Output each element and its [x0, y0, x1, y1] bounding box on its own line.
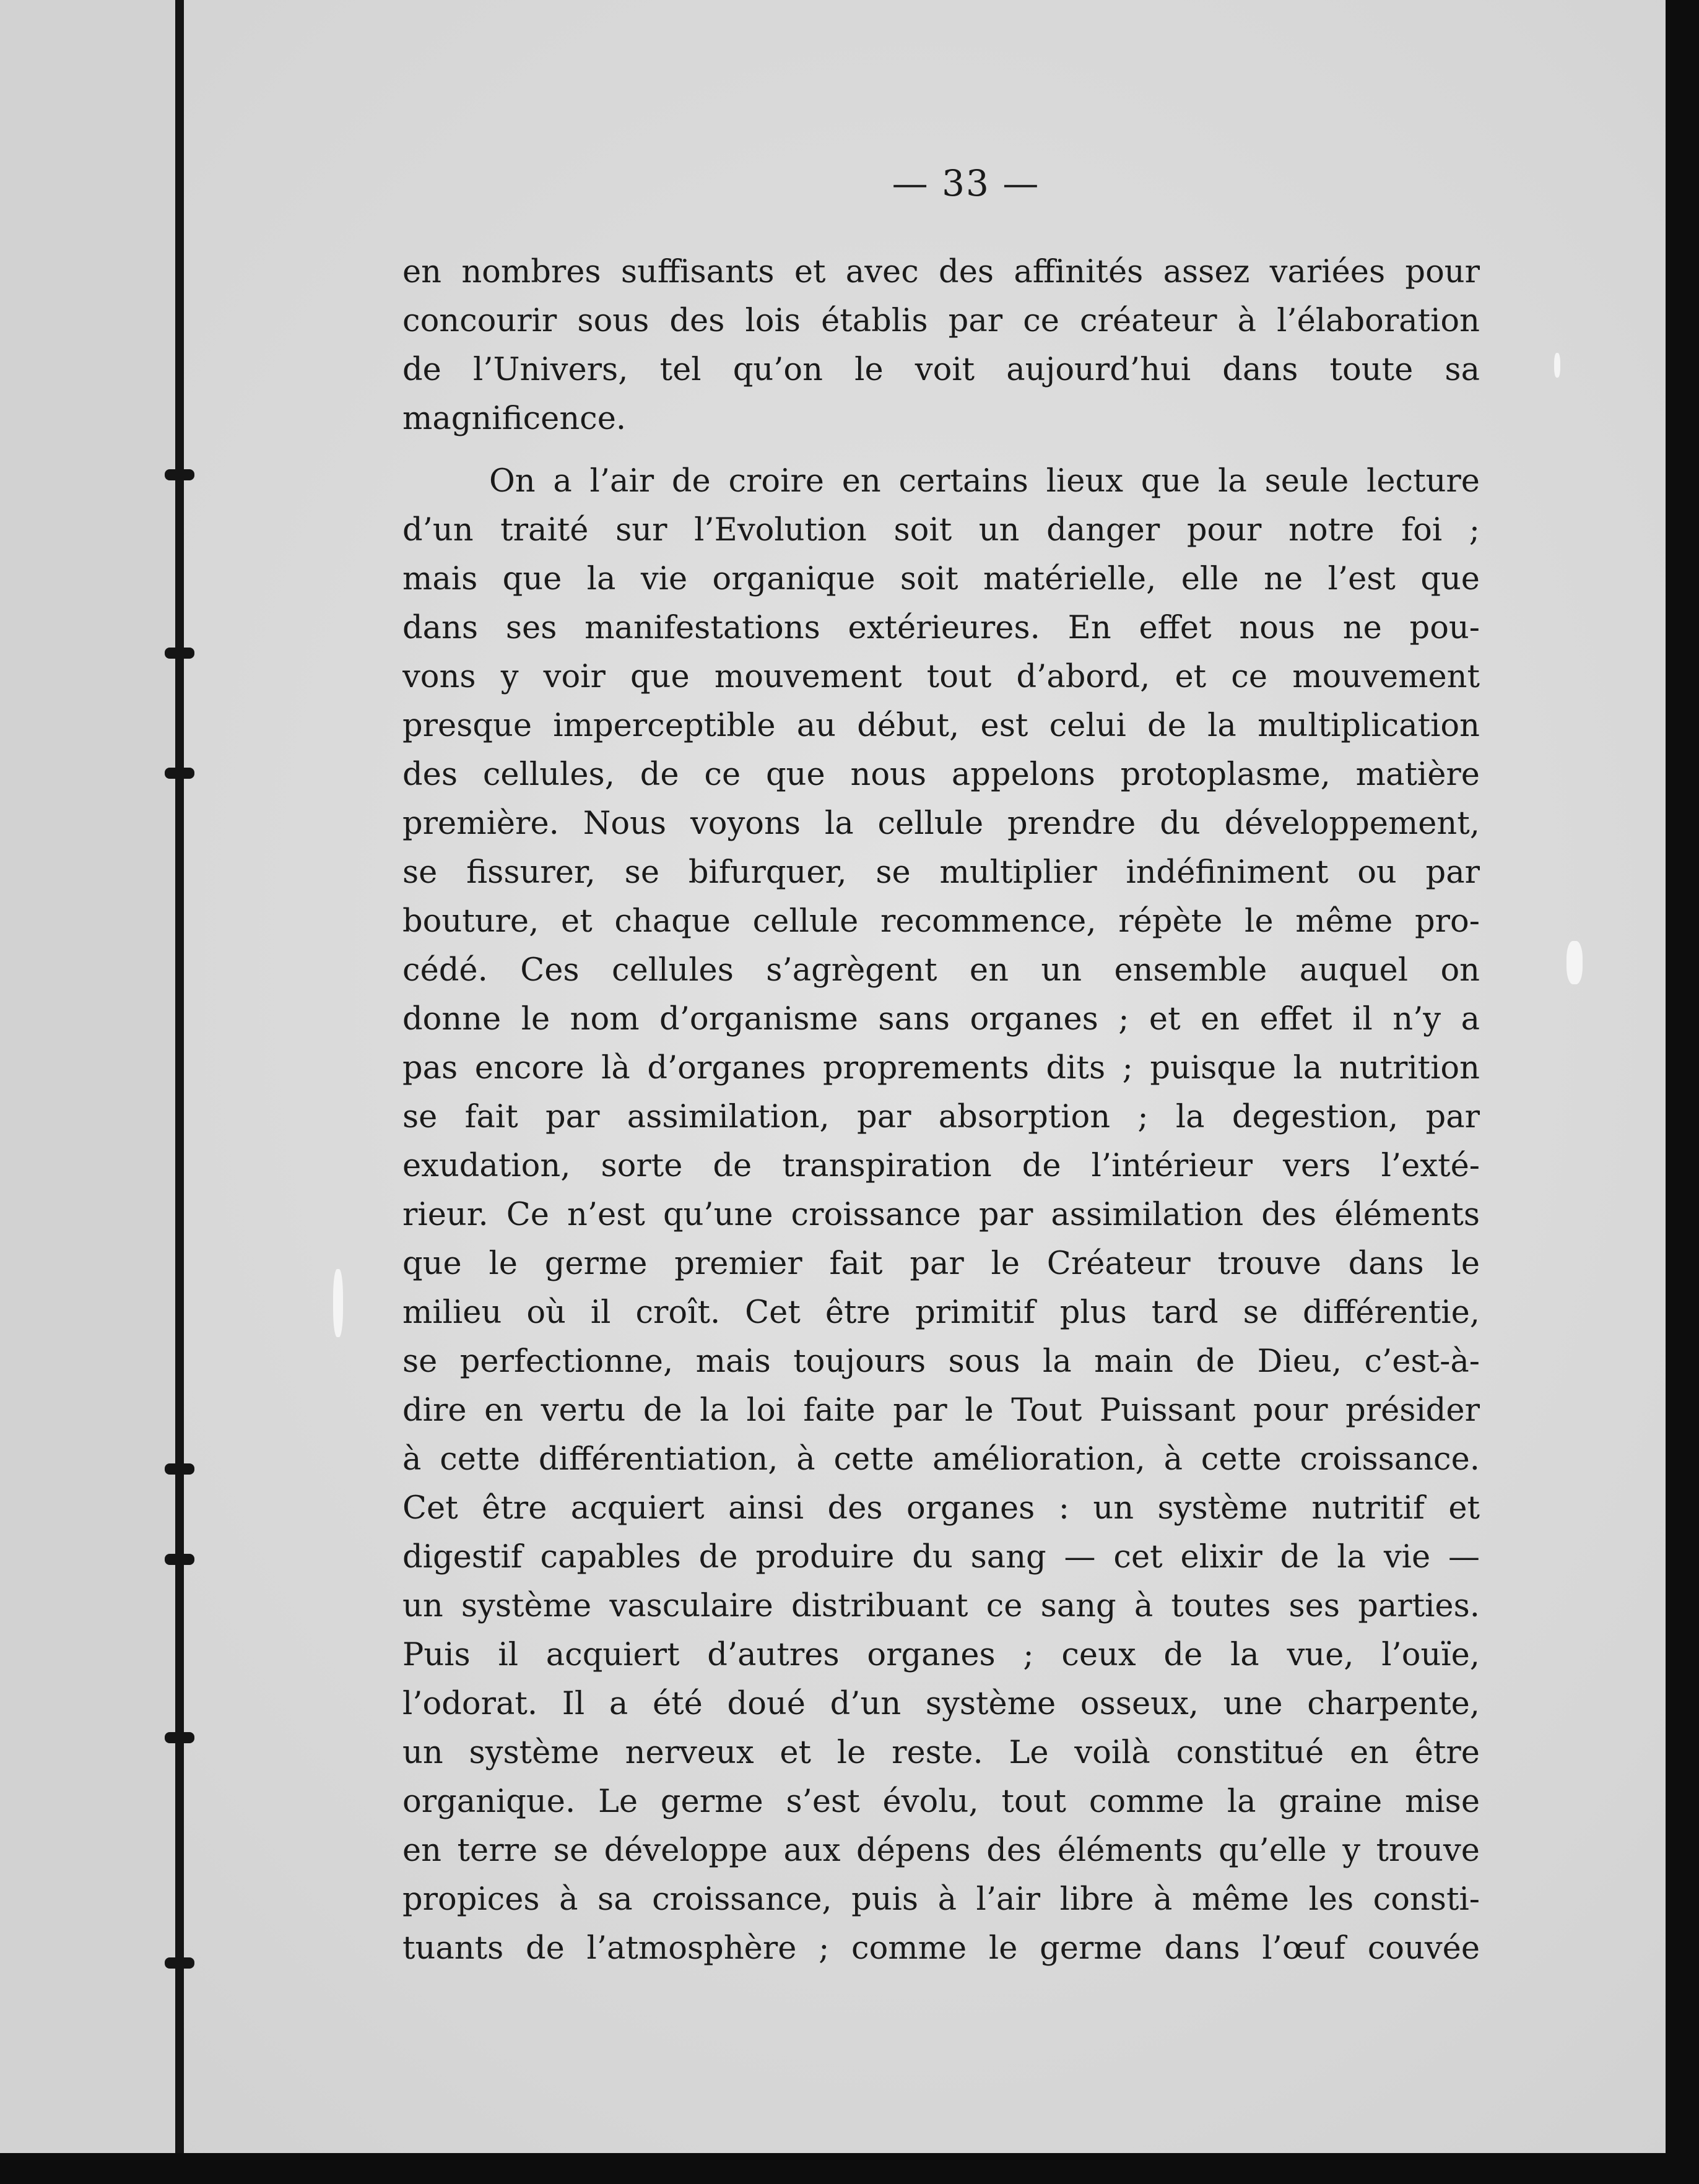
scan-speck — [333, 1269, 343, 1337]
text-line: Puis il acquiert d’autres organes ; ceux de la vue, l’ouïe, — [402, 1637, 1480, 1673]
text-line: cédé. Ces cellules s’agrègent en un ensemble auquel on — [402, 952, 1480, 989]
text-line: donne le nom d’organisme sans organes ; et en effet il n’y a — [402, 1001, 1480, 1038]
text-line: bouture, et chaque cellule recommence, répète le même pro- — [402, 903, 1480, 940]
text-line: un système vasculaire distribuant ce sang à toutes ses parties. — [402, 1588, 1480, 1624]
text-line: à cette différentiation, à cette amélioration, à cette croissance. — [402, 1441, 1480, 1478]
scan-speck — [1554, 353, 1560, 378]
binding-stitch — [165, 1957, 194, 1969]
text-line: digestif capables de produire du sang — cet elixir de la vie — — [402, 1539, 1480, 1575]
text-line: vons y voir que mouvement tout d’abord, et ce mouvement — [402, 659, 1480, 695]
text-line: Cet être acquiert ainsi des organes : un système nutritif et — [402, 1490, 1480, 1527]
text-line: en nombres suffisants et avec des affinités assez variées pour — [402, 254, 1480, 290]
text-line: organique. Le germe s’est évolu, tout comme la graine mise — [402, 1783, 1480, 1820]
text-line: que le germe premier fait par le Créateur trouve dans le — [402, 1246, 1480, 1282]
binding-stitch — [165, 1732, 194, 1743]
text-line: rieur. Ce n’est qu’une croissance par assimilation des éléments — [402, 1197, 1480, 1233]
text-line: dire en vertu de la loi faite par le Tout Puissant pour présider — [402, 1392, 1480, 1429]
left-margin — [0, 0, 180, 2154]
text-line: tuants de l’atmosphère ; comme le germe dans l’œuf couvée — [402, 1930, 1480, 1967]
text-line: première. Nous voyons la cellule prendre du développement, — [402, 805, 1480, 842]
binding-stitch — [165, 1463, 194, 1475]
text-line: se fait par assimilation, par absorption ; la degestion, par — [402, 1099, 1480, 1135]
paragraph — [402, 248, 1480, 443]
text-line: d’un traité sur l’Evolution soit un danger pour notre foi ; — [402, 512, 1480, 548]
binding-stitch — [165, 469, 194, 480]
text-line: dans ses manifestations extérieures. En effet nous ne pou- — [402, 610, 1480, 646]
text-line: en terre se développe aux dépens des éléments qu’elle y trouve — [402, 1832, 1480, 1869]
text-line: de l’Univers, tel qu’on le voit aujourd’hui dans toute sa — [402, 352, 1480, 388]
binding-stitch — [165, 768, 194, 779]
text-line: se perfectionne, mais toujours sous la main de Dieu, c’est-à- — [402, 1343, 1480, 1380]
text-line: propices à sa croissance, puis à l’air libre à même les consti- — [402, 1881, 1480, 1918]
text-line: mais que la vie organique soit matérielle, elle ne l’est que — [402, 561, 1480, 597]
binding-stitch — [165, 1554, 194, 1565]
text-line: exudation, sorte de transpiration de l’intérieur vers l’exté- — [402, 1148, 1480, 1184]
text-line: pas encore là d’organes proprements dits ; puisque la nutrition — [402, 1050, 1480, 1086]
text-line: l’odorat. Il a été doué d’un système osseux, une charpente, — [402, 1686, 1480, 1722]
scan-border-right — [1666, 0, 1699, 2184]
binding-line — [175, 0, 184, 2154]
scan-speck — [1566, 941, 1583, 984]
text-line: magnificence. — [402, 401, 627, 437]
paragraph — [402, 457, 1480, 1973]
body-text — [402, 248, 1480, 1973]
text-line: presque imperceptible au début, est celui de la multiplication — [402, 708, 1480, 744]
text-line: On a l’air de croire en certains lieux que la seule lecture — [489, 463, 1480, 500]
text-line: concourir sous des lois établis par ce créateur à l’élaboration — [402, 303, 1480, 339]
scan-border-bottom — [0, 2153, 1699, 2184]
text-line: se fissurer, se bifurquer, se multiplier indéfiniment ou par — [402, 854, 1480, 891]
page-number: — 33 — — [892, 162, 1040, 204]
text-line: milieu où il croît. Cet être primitif plus tard se différentie, — [402, 1294, 1480, 1331]
text-line: un système nerveux et le reste. Le voilà constitué en être — [402, 1735, 1480, 1771]
binding-stitch — [165, 648, 194, 659]
text-line: des cellules, de ce que nous appelons protoplasme, matière — [402, 756, 1480, 793]
